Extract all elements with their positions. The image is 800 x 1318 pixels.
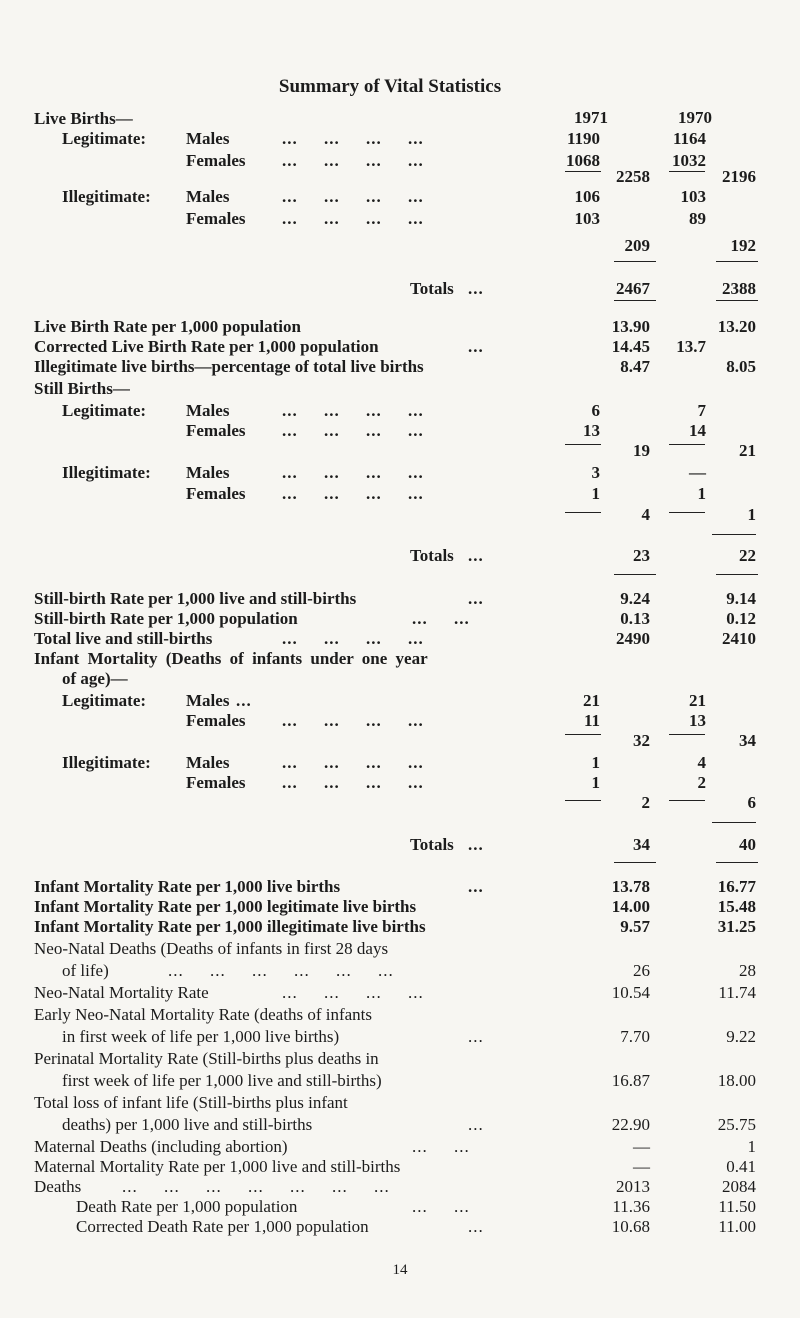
value-1970: 13.7 (676, 337, 706, 356)
subtotal-1970: 192 (730, 236, 756, 255)
value-1970: 13.20 (717, 317, 756, 336)
neo-natal-rate-row (0, 982, 800, 1004)
value-1970: 25.75 (717, 1115, 756, 1134)
value-1970: 18.00 (717, 1071, 756, 1090)
leader-dots: ... (468, 877, 484, 896)
value-1971: 8.47 (620, 357, 650, 376)
value-1970: 89 (689, 209, 706, 228)
page-number: 14 (392, 1262, 408, 1278)
illegitimate-label: Illegitimate: (62, 463, 151, 482)
infant-heading-row (0, 648, 800, 670)
value-1970: 15.48 (717, 897, 756, 916)
value-1971: — (633, 1157, 650, 1176)
value-1970: 0.41 (726, 1157, 756, 1176)
leader-dots: ... ... (412, 1197, 470, 1216)
death-rate-row (0, 1196, 800, 1218)
infant-illegit-females-row (0, 772, 800, 794)
subtotal-1970: 1 (747, 505, 756, 524)
corrected-live-birth-rate-row (0, 336, 800, 358)
total-1971: 23 (633, 546, 650, 565)
live-legit-total-row (0, 166, 800, 188)
row-label-cont: deaths) per 1,000 live and still-births (62, 1115, 313, 1134)
totals-label: Totals (410, 279, 454, 298)
females-label: Females (186, 151, 246, 170)
row-label: Total live and still-births (34, 629, 213, 648)
males-label: Males (186, 187, 230, 206)
infant-mortality-rate-row (0, 876, 800, 898)
still-legit-total-row (0, 440, 800, 462)
illegitimate-label: Illegitimate: (62, 187, 151, 206)
live-birth-rate-row (0, 316, 800, 338)
value-1971: 6 (591, 401, 600, 420)
value-1971: 2013 (616, 1177, 650, 1196)
still-births-heading: Still Births— (34, 379, 130, 398)
infant-totals-row (0, 834, 800, 856)
value-1970: 21 (689, 691, 706, 710)
value-1970: 0.12 (726, 609, 756, 628)
row-label: Neo-Natal Mortality Rate (34, 983, 209, 1002)
row-label: Infant Mortality Rate per 1,000 illegitimate live births (34, 917, 426, 936)
males-label: Males (186, 401, 230, 420)
neo-natal-deaths-row-2 (0, 960, 800, 982)
leader-dots: ... ... ... ... (282, 151, 424, 170)
still-legit-females-row (0, 420, 800, 442)
value-1971: 13.90 (611, 317, 650, 336)
value-1971: 2490 (616, 629, 650, 648)
row-label-cont: first week of life per 1,000 live and still-births) (62, 1071, 382, 1090)
live-legit-males-row (0, 128, 800, 150)
rule (716, 300, 758, 301)
males-label: Males (186, 691, 230, 710)
males-label: Males (186, 463, 230, 482)
leader-dots: ... ... (412, 1137, 470, 1156)
total-loss-row-2 (0, 1114, 800, 1136)
live-births-heading-row (0, 108, 800, 130)
infant-mortality-illegit-rate-row (0, 916, 800, 938)
value-1971: 1 (591, 773, 600, 792)
value-1970: 31.25 (717, 917, 756, 936)
leader-dots: ... ... ... ... (282, 129, 424, 148)
leader-dots: ... ... ... ... ... ... (168, 961, 394, 980)
value-1970: 4 (697, 753, 706, 772)
value-1971: 1 (591, 753, 600, 772)
infant-heading-row-2 (0, 668, 800, 690)
value-1971: 13.78 (611, 877, 650, 896)
live-illegit-total-row (0, 235, 800, 257)
leader-dots: ... (468, 835, 484, 854)
value-1970: 8.05 (726, 357, 756, 376)
row-label: Neo-Natal Deaths (Deaths of infants in first 28 days (34, 939, 389, 958)
leader-dots: ... ... ... ... (282, 983, 424, 1002)
subtotal-1971: 209 (624, 236, 650, 255)
leader-dots: ... ... ... ... (282, 629, 424, 648)
row-label: Infant Mortality Rate per 1,000 legitimate live births (34, 897, 417, 916)
row-label-cont: of life) (62, 961, 109, 980)
value-1970: 2084 (722, 1177, 756, 1196)
value-1971: 22.90 (611, 1115, 650, 1134)
males-label: Males (186, 129, 230, 148)
rule (614, 574, 656, 575)
maternal-deaths-row (0, 1136, 800, 1158)
value-1970: 16.77 (717, 877, 756, 896)
legitimate-label: Legitimate: (62, 691, 147, 710)
value-1970: 9.14 (726, 589, 756, 608)
value-1970: 1 (697, 484, 706, 503)
value-1971: — (633, 1137, 650, 1156)
value-1970: 2 (697, 773, 706, 792)
leader-dots: ... ... ... ... (282, 711, 424, 730)
value-1970: 14 (689, 421, 706, 440)
totals-label: Totals (410, 835, 454, 854)
value-1970: 28 (739, 961, 756, 980)
leader-dots: ... (468, 279, 484, 298)
row-label: Maternal Deaths (including abortion) (34, 1137, 288, 1156)
row-label: Still-birth Rate per 1,000 live and still-births (34, 589, 357, 608)
rule (614, 261, 656, 262)
value-1970: 11.50 (718, 1197, 756, 1216)
value-1970: 103 (680, 187, 706, 206)
rule (716, 862, 758, 863)
corrected-death-rate-row (0, 1216, 800, 1238)
females-label: Females (186, 421, 246, 440)
still-illegit-males-row (0, 462, 800, 484)
value-1970: 9.22 (726, 1027, 756, 1046)
live-illegit-males-row (0, 186, 800, 208)
leader-dots: ... ... ... ... (282, 463, 424, 482)
rule (712, 534, 756, 535)
year-1971-header: 1971 (574, 108, 608, 127)
row-label: Corrected Death Rate per 1,000 population (76, 1217, 369, 1236)
infant-mortality-heading-cont: of age)— (62, 669, 128, 688)
still-totals-row (0, 545, 800, 567)
leader-dots: ... ... ... ... (282, 773, 424, 792)
value-1971: 26 (633, 961, 650, 980)
leader-dots: ... (468, 589, 484, 608)
row-label: Infant Mortality Rate per 1,000 live births (34, 877, 341, 896)
females-label: Females (186, 209, 246, 228)
leader-dots: ... ... ... ... (282, 421, 424, 440)
rule (712, 822, 756, 823)
row-label: Perinatal Mortality Rate (Still-births plus deaths in (34, 1049, 379, 1068)
value-1970: 2410 (722, 629, 756, 648)
value-1971: 9.57 (620, 917, 650, 936)
value-1971: 11 (583, 711, 600, 730)
leader-dots: ... (468, 1027, 484, 1046)
perinatal-row-1 (0, 1048, 800, 1070)
early-neo-natal-row-1 (0, 1004, 800, 1026)
leader-dots: ... (236, 691, 252, 710)
value-1971: 0.13 (620, 609, 650, 628)
perinatal-row-2 (0, 1070, 800, 1092)
leader-dots: ... (468, 1115, 484, 1134)
subtotal-1971: 2258 (616, 167, 650, 186)
still-illegit-females-row (0, 483, 800, 505)
value-1971: 16.87 (611, 1071, 650, 1090)
infant-mortality-legit-rate-row (0, 896, 800, 918)
infant-legit-females-row (0, 710, 800, 732)
total-1971: 34 (633, 835, 650, 854)
still-birth-rate-population-row (0, 608, 800, 630)
value-1970: 1164 (672, 129, 706, 148)
leader-dots: ... ... ... ... ... ... ... (122, 1177, 390, 1196)
early-neo-natal-row-2 (0, 1026, 800, 1048)
row-label: Live Birth Rate per 1,000 population (34, 317, 301, 336)
maternal-rate-row (0, 1156, 800, 1178)
value-1971: 11.36 (612, 1197, 650, 1216)
value-1971: 13 (583, 421, 600, 440)
total-live-still-births-row (0, 628, 800, 650)
value-1971: 9.24 (620, 589, 650, 608)
row-label: Deaths (34, 1177, 82, 1196)
leader-dots: ... (468, 1217, 484, 1236)
still-birth-rate-row (0, 588, 800, 610)
rule (716, 261, 758, 262)
infant-illegit-total-row (0, 792, 800, 814)
still-births-heading-row (0, 378, 800, 400)
year-1970-header: 1970 (678, 108, 712, 127)
subtotal-1970: 6 (747, 793, 756, 812)
page-title: Summary of Vital Statistics (278, 76, 502, 97)
legitimate-label: Legitimate: (62, 129, 147, 148)
illegitimate-label: Illegitimate: (62, 753, 151, 772)
leader-dots: ... ... ... ... (282, 209, 424, 228)
subtotal-1970: 2196 (722, 167, 756, 186)
totals-label: Totals (410, 546, 454, 565)
females-label: Females (186, 773, 246, 792)
infant-illegit-males-row (0, 752, 800, 774)
rule (716, 574, 758, 575)
leader-dots: ... ... ... ... (282, 187, 424, 206)
females-label: Females (186, 484, 246, 503)
value-1970: — (689, 463, 706, 482)
row-label: Maternal Mortality Rate per 1,000 live and still-births (34, 1157, 401, 1176)
females-label: Females (186, 711, 246, 730)
value-1970: 1 (747, 1137, 756, 1156)
males-label: Males (186, 753, 230, 772)
value-1970: 7 (697, 401, 706, 420)
value-1971: 10.54 (611, 983, 650, 1002)
still-legit-males-row (0, 400, 800, 422)
row-label: Illegitimate live births—percentage of total live births (34, 357, 424, 376)
total-1970: 40 (739, 835, 756, 854)
value-1970: 1032 (672, 151, 706, 170)
row-label: Still-birth Rate per 1,000 population (34, 609, 298, 628)
subtotal-1971: 2 (641, 793, 650, 812)
value-1971: 14.00 (611, 897, 650, 916)
subtotal-1971: 19 (633, 441, 650, 460)
value-1971: 3 (591, 463, 600, 482)
total-1970: 2388 (722, 279, 756, 298)
leader-dots: ... ... (412, 609, 470, 628)
leader-dots: ... (468, 337, 484, 356)
total-1971: 2467 (616, 279, 650, 298)
leader-dots: ... ... ... ... (282, 401, 424, 420)
subtotal-1971: 32 (633, 731, 650, 750)
row-label: Early Neo-Natal Mortality Rate (deaths of infants (34, 1005, 372, 1024)
value-1971: 14.45 (611, 337, 650, 356)
value-1971: 1190 (566, 129, 600, 148)
rule (614, 862, 656, 863)
value-1971: 1 (591, 484, 600, 503)
value-1971: 7.70 (620, 1027, 650, 1046)
legitimate-label: Legitimate: (62, 401, 147, 420)
illegitimate-percentage-row (0, 356, 800, 378)
row-label-cont: in first week of life per 1,000 live births) (62, 1027, 340, 1046)
infant-legit-males-row (0, 690, 800, 712)
leader-dots: ... (468, 546, 484, 565)
infant-legit-total-row (0, 730, 800, 752)
subtotal-1970: 34 (739, 731, 756, 750)
rule (614, 300, 656, 301)
value-1970: 11.74 (718, 983, 756, 1002)
value-1971: 103 (574, 209, 600, 228)
live-illegit-females-row (0, 208, 800, 230)
subtotal-1971: 4 (641, 505, 650, 524)
value-1971: 1068 (566, 151, 600, 170)
value-1971: 10.68 (611, 1217, 650, 1236)
live-totals-row (0, 278, 800, 300)
value-1970: 11.00 (718, 1217, 756, 1236)
total-1970: 22 (739, 546, 756, 565)
leader-dots: ... ... ... ... (282, 753, 424, 772)
still-illegit-total-row (0, 504, 800, 526)
infant-mortality-heading: Infant Mortality (Deaths of infants under one year (34, 649, 428, 668)
value-1970: 13 (689, 711, 706, 730)
leader-dots: ... ... ... ... (282, 484, 424, 503)
value-1971: 106 (574, 187, 600, 206)
row-label: Total loss of infant life (Still-births plus infant (34, 1093, 348, 1112)
subtotal-1970: 21 (739, 441, 756, 460)
row-label: Death Rate per 1,000 population (76, 1197, 298, 1216)
value-1971: 21 (583, 691, 600, 710)
live-births-heading: Live Births— (34, 109, 133, 128)
total-loss-row-1 (0, 1092, 800, 1114)
row-label: Corrected Live Birth Rate per 1,000 population (34, 337, 379, 356)
neo-natal-deaths-row-1 (0, 938, 800, 960)
deaths-row (0, 1176, 800, 1198)
